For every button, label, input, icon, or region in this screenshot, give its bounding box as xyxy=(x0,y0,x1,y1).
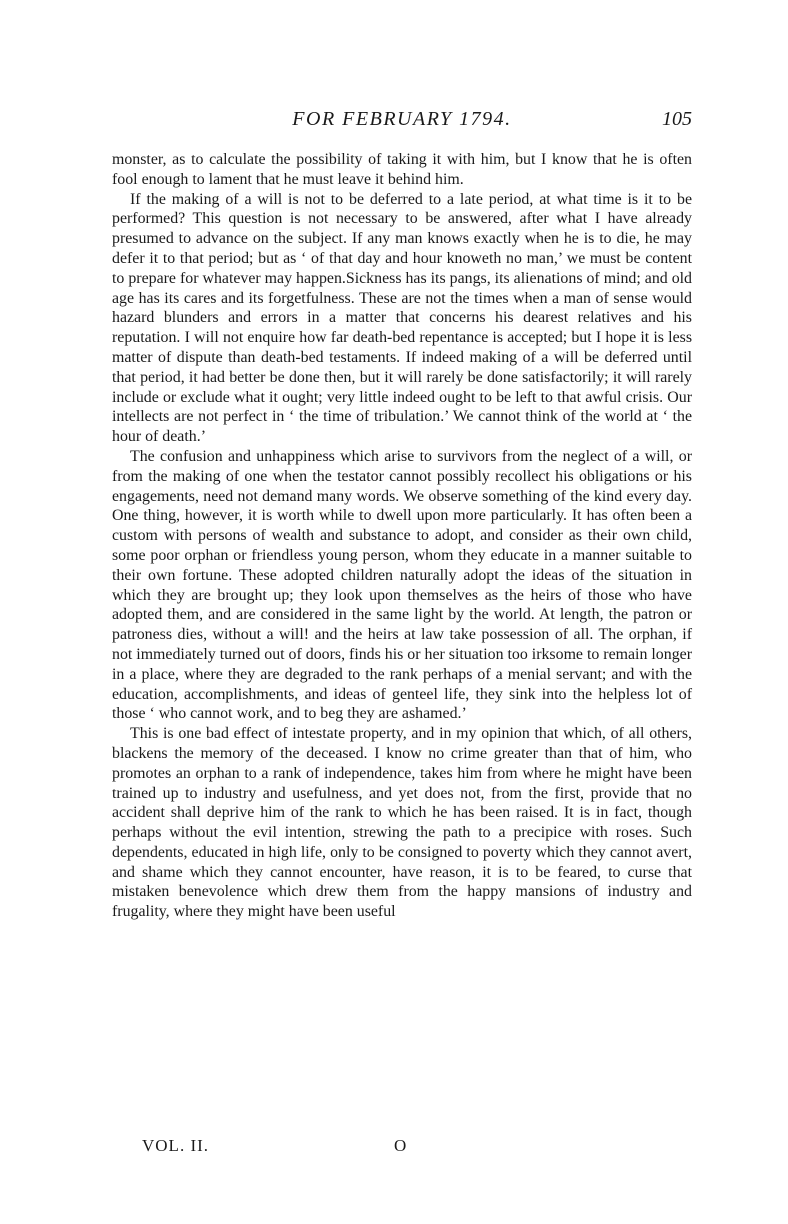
paragraph-confusion-and-unhappiness: The confusion and unhappiness which arise to survivors from the neglect of a will, or from the making of one when the testator cannot possibly recollect his obligations or his engagements, need not demand many words. We observe something of the kind every day. One thing, however, it is worth while to dwell upon more particularly. It has often been a custom with persons of wealth and substance to adopt, and consider as their own child, some poor orphan or friendless young person, whom they educate in a manner suitable to their own fortune. These adopted children naturally adopt the ideas of the situation in which they are brought up; they look upon themselves as the heirs of those who have adopted them, and are considered in the same light by the world. At length, the patron or patroness dies, without a will! and the heirs at law take possession of all. The orphan, if not immediately turned out of doors, finds his or her situation too irksome to remain longer in a place, where they are degraded to the rank perhaps of a menial servant; and with the education, accomplishments, and ideas of genteel life, they sink into the helpless lot of those ‘ who cannot work, and to beg they are ashamed.’ xyxy=(112,447,692,723)
page-number: 105 xyxy=(662,108,692,130)
page-footer xyxy=(112,1136,692,1162)
body-text xyxy=(112,150,692,922)
paragraph-intestate-property: This is one bad effect of intestate property, and in my opinion that which, of all others, blackens the memory of the deceased. I know no crime greater than that of him, who promotes an orphan to a rank of independence, takes him from where he might have been trained up to industry and usefulness, and yet does not, from the first, provide that no accident shall deprive him of the rank to which he has been raised. It is in fact, though perhaps without the evil intention, strewing the path to a precipice with roses. Such dependents, educated in high life, only to be consigned to poverty which they cannot avert, and shame which they cannot encounter, have reason, it is to be feared, to curse that mistaken benevolence which drew them from the happy mansions of industry and frugality, where they might have been useful xyxy=(112,725,692,921)
paragraph-continued: monster, as to calculate the possibility of taking it with him, but I know that he is often fool enough to lament that he must leave it behind him. xyxy=(112,151,692,188)
running-head xyxy=(112,108,692,138)
volume-label: VOL. II. xyxy=(142,1136,210,1155)
paragraph-making-of-will: If the making of a will is not to be deferred to a late period, at what time is it to be performed? This question is not necessary to be answered, after what I have already presumed to advance on the subject. If any man knows exactly when he is to die, he may defer it to that period; but as ‘ of that day and hour knoweth no man,’ we must be content to prepare for whatever may happen.Sickness has its pangs, its alienations of mind; and old age has its cares and its forgetfulness. These are not the times when a man of sense would hazard blunders and errors in a matter that concerns his dearest relatives and his reputation. I will not enquire how far death-bed repentance is accepted; but I hope it is less matter of dispute than death-bed testaments. If indeed making of a will be deferred until that period, it had better be done then, but it will rarely be done satisfactorily; it will rarely include or exclude what it ought; very little indeed ought to be left to that awful crisis. Our intellects are not perfect in ‘ the time of tribulation.’ We cannot think of the world at ‘ the hour of death.’ xyxy=(112,190,692,446)
signature-mark: O xyxy=(394,1136,407,1155)
running-title: FOR FEBRUARY 1794. xyxy=(292,108,512,130)
